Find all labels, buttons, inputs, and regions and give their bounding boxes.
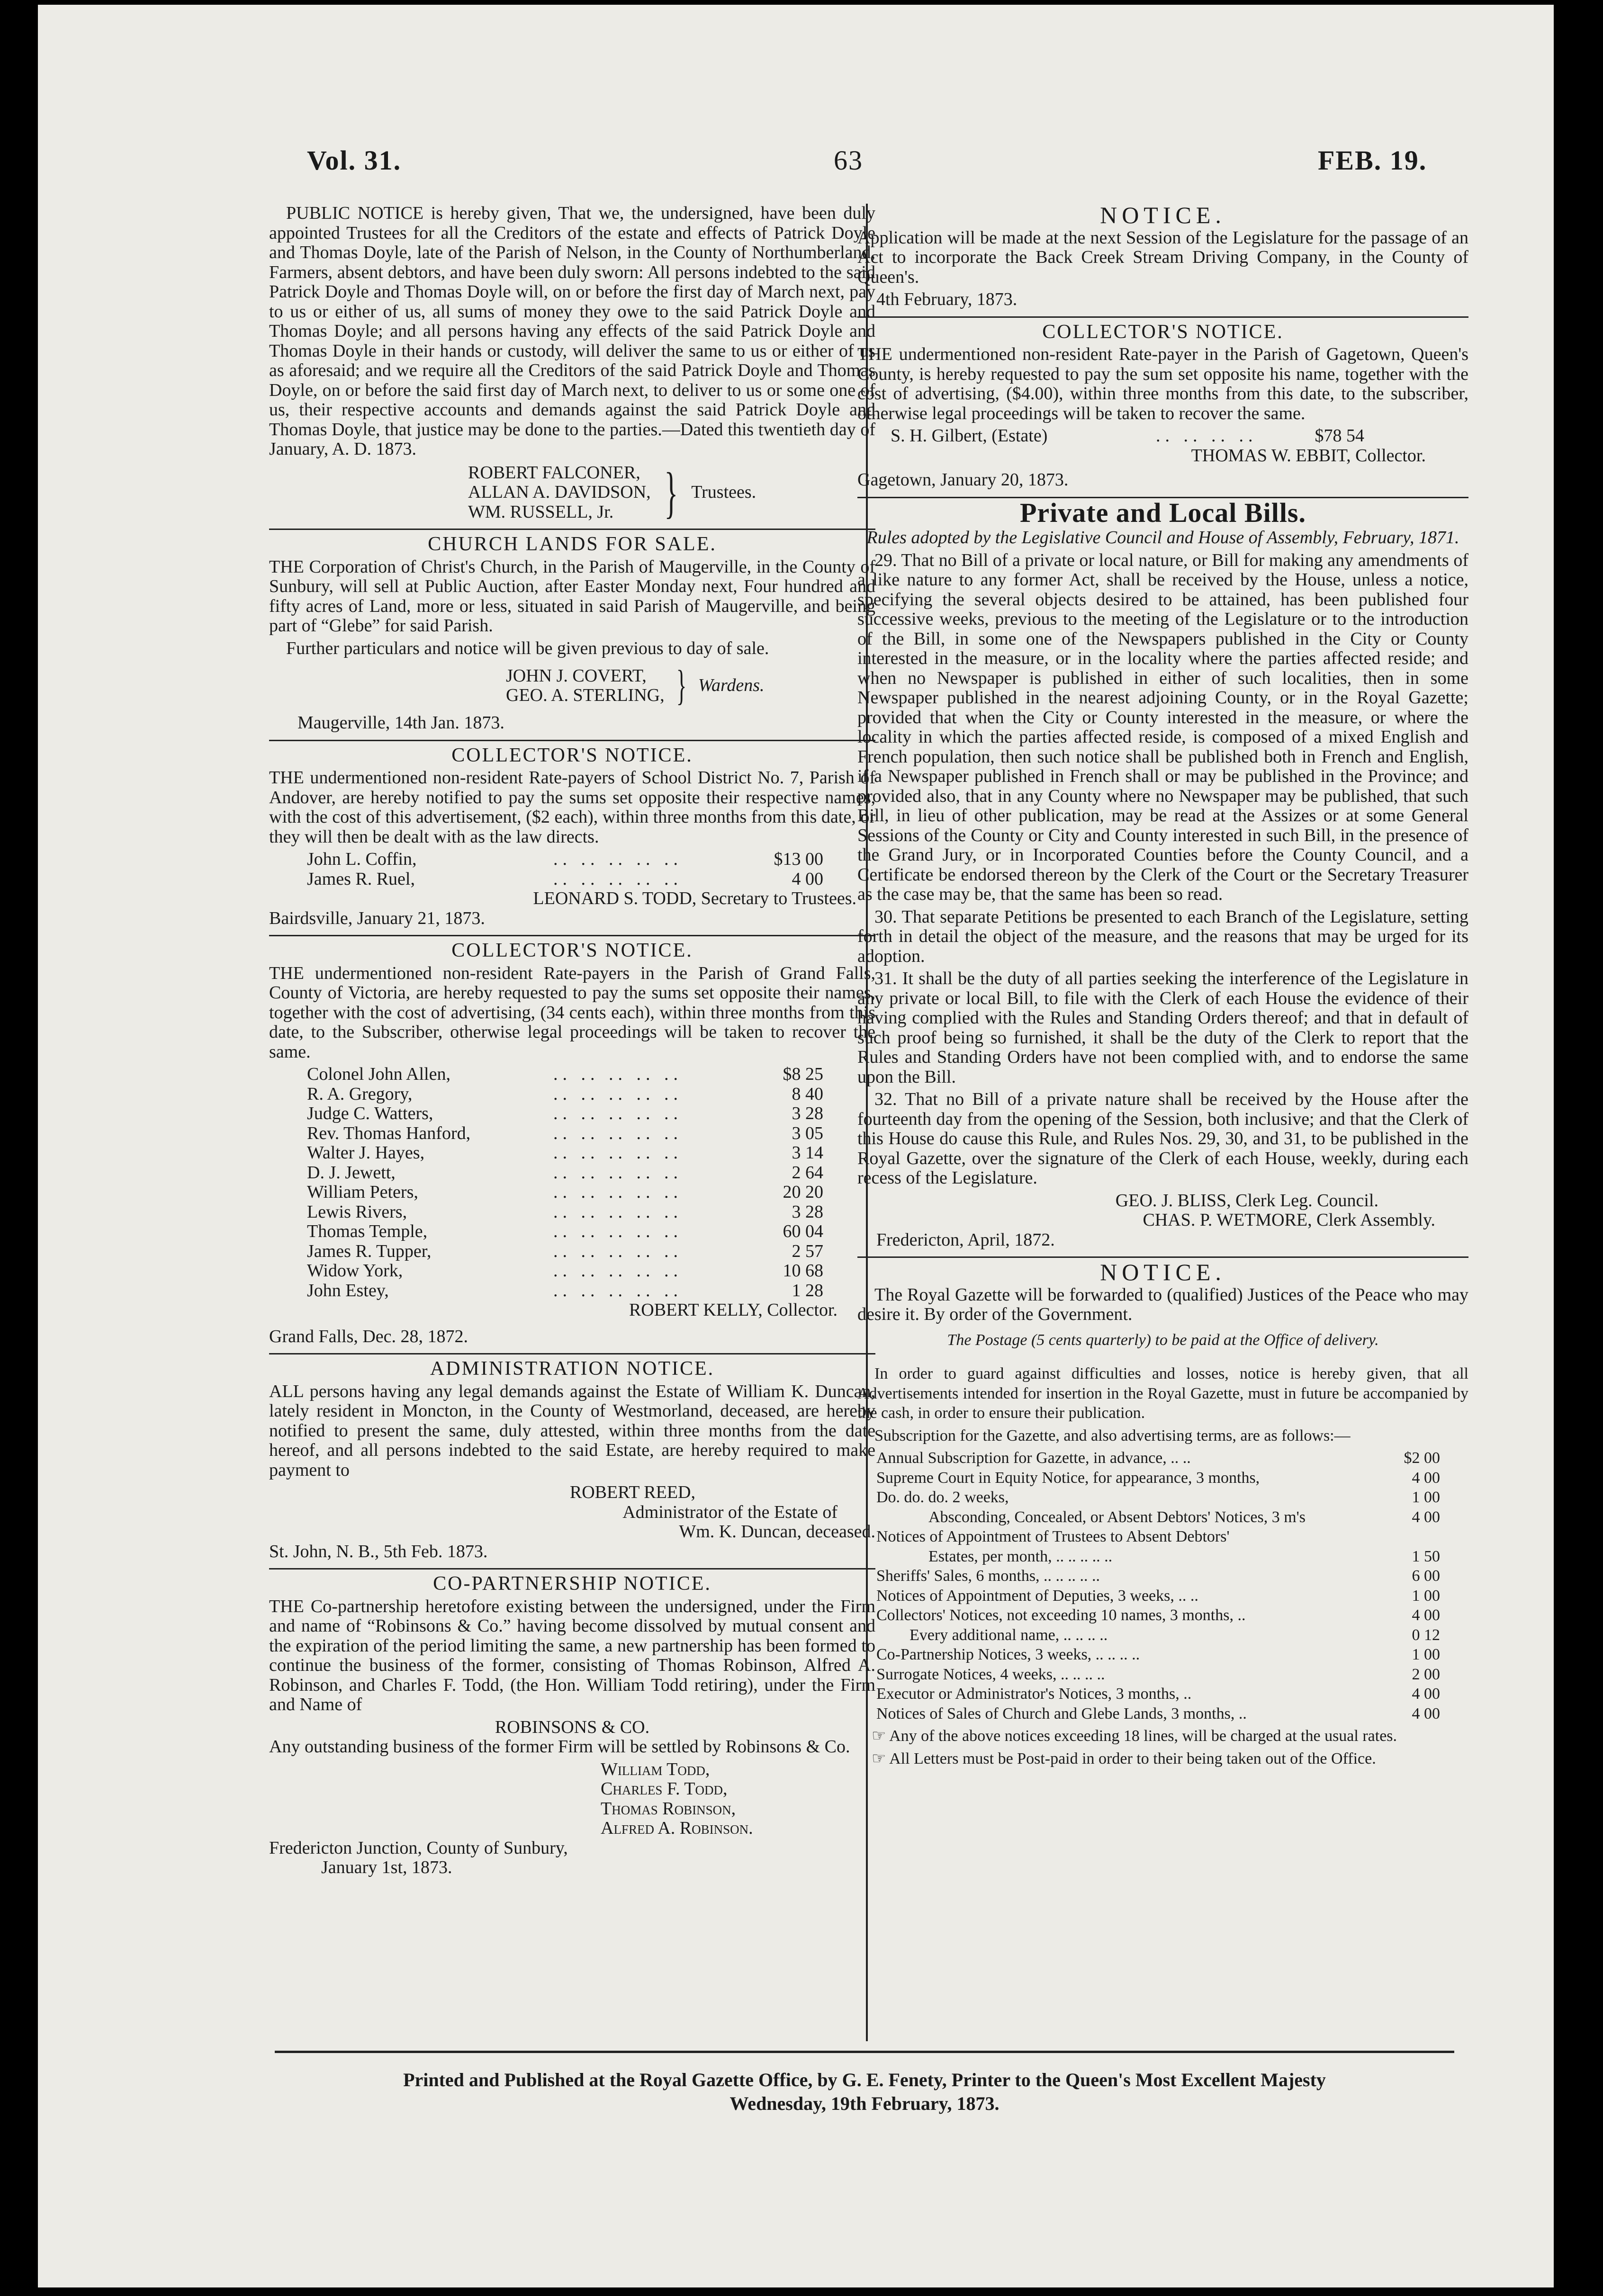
leader-dots: .. .. .. .. .. xyxy=(553,849,683,869)
gazette-notice xyxy=(857,1259,1468,1768)
ratepayer-amount: 60 04 xyxy=(783,1221,823,1241)
leader-dots: .. .. .. .. .. xyxy=(553,1280,683,1300)
ratepayer-name: Walter J. Hayes, xyxy=(307,1143,425,1163)
leader-dots: .. .. .. .. .. xyxy=(553,1084,683,1104)
ratepayer-name: Judge C. Watters, xyxy=(307,1103,433,1123)
fee-item: Surrogate Notices, 4 weeks, .. .. .. .. xyxy=(876,1665,1105,1683)
ratepayer-row xyxy=(269,1124,875,1144)
notice-signature: ROBERT KELLY, Collector. xyxy=(629,1300,838,1320)
rule-32: 32. That no Bill of a private nature shall be received by the House after the fourteenth day from the opening of the Session, both inclusive; and that the Clerk of this House do cause this Rule, and Rules Nos. 29, 30, and 31, to be published in the Royal Gazette, over the signature of the Clerk of each House, weekly, during each recess of the Legislature. xyxy=(857,1089,1468,1188)
notice-text: THE undermentioned non-resident Rate-payer in the Parish of Gagetown, Queen's County, is hereby requested to pay the sum set opposite his name, together with the cost of advertising, ($4.00), within three months from this date, to the subscriber, otherwise legal proceedings will be taken to recover the same. xyxy=(857,344,1468,423)
fee-item: Executor or Administrator's Notices, 3 months, .. xyxy=(876,1685,1192,1703)
section-title: Private and Local Bills. xyxy=(1020,497,1306,528)
ratepayer-amount: 3 05 xyxy=(792,1123,823,1143)
leader-dots: .. .. .. .. .. xyxy=(553,1202,683,1222)
administrator-name: ROBERT REED, xyxy=(569,1482,695,1502)
fee-amount: 1 50 xyxy=(1412,1547,1440,1565)
signatory: Thomas Robinson, xyxy=(601,1798,736,1819)
ratepayer-name: Lewis Rivers, xyxy=(307,1202,407,1222)
postage-note xyxy=(857,1749,1468,1769)
fee-amount: 2 00 xyxy=(1412,1665,1440,1683)
leader-dots: .. .. .. .. .. xyxy=(553,1162,683,1183)
notice-text: In order to guard against difficulties and losses, notice is hereby given, that all Advertisements intended for insertion in the Royal Gazette, must in future be accompanied by the cash, in order to ensure their publication. xyxy=(857,1365,1468,1422)
fee-item: Do. do. do. 2 weeks, xyxy=(876,1489,1009,1506)
leader-dots: .. .. .. .. .. xyxy=(553,1123,683,1143)
section-rule xyxy=(269,1353,875,1354)
fee-amount: $2 00 xyxy=(1404,1449,1440,1467)
fee-row xyxy=(857,1645,1468,1665)
notice-date: 4th February, 1873. xyxy=(876,289,1018,309)
fee-amount: 4 00 xyxy=(1412,1469,1440,1487)
fee-amount: 1 00 xyxy=(1412,1587,1440,1605)
fee-table xyxy=(857,1448,1468,1723)
fee-amount xyxy=(1374,1527,1468,1547)
fee-row xyxy=(857,1448,1468,1468)
ratepayer-row xyxy=(269,1104,875,1124)
signatory-role: Trustees. xyxy=(691,482,756,502)
notice-title: COLLECTOR'S NOTICE. xyxy=(451,744,693,766)
fee-amount: 4 00 xyxy=(1412,1606,1440,1624)
ratepayer-row xyxy=(269,1065,875,1085)
ratepayer-amount: $8 25 xyxy=(783,1064,823,1084)
fee-amount: 4 00 xyxy=(1412,1508,1440,1526)
left-column xyxy=(269,204,875,1878)
ratepayer-amount: 4 00 xyxy=(792,869,823,889)
fee-item: Notices of Appointment of Deputies, 3 weeks, .. .. xyxy=(876,1587,1198,1605)
fee-item: Co-Partnership Notices, 3 weeks, .. .. .. .. xyxy=(876,1646,1140,1663)
pointing-hand-icon: ☞ xyxy=(872,1727,886,1745)
church-lands-notice xyxy=(269,535,875,733)
rule-31: 31. It shall be the duty of all parties seeking the interference of the Legislature in any private or local Bill, to file with the Clerk of each House the evidence of their having complied with the Rules and Standing Orders thereof; and that in default of such proof being so furnished, it shall be the duty of the Clerk to report that the Rules and Standing Orders have not been complied with, and to endorse the same upon the Bill. xyxy=(857,969,1468,1087)
ratepayer-name: Rev. Thomas Hanford, xyxy=(307,1123,471,1143)
notice-title: COLLECTOR'S NOTICE. xyxy=(1042,321,1284,343)
notice-place-date: St. John, N. B., 5th Feb. 1873. xyxy=(269,1541,488,1561)
section-rule xyxy=(269,529,875,530)
notice-place-date: Bairdsville, January 21, 1873. xyxy=(269,908,485,928)
ratepayer-row xyxy=(857,426,1468,446)
section-rule xyxy=(857,316,1468,318)
collector-notice-gagetown xyxy=(857,323,1468,490)
ratepayer-amount: 1 28 xyxy=(792,1280,823,1300)
ratepayer-amount: 20 20 xyxy=(783,1182,823,1202)
notice-title: COLLECTOR'S NOTICE. xyxy=(451,940,693,961)
leader-dots: .. .. .. .. .. xyxy=(553,1241,683,1261)
ratepayer-amount: 2 64 xyxy=(792,1162,823,1183)
ratepayer-amount: 3 28 xyxy=(792,1103,823,1123)
notice-text: THE Co-partnership heretofore existing between the undersigned, under the Firm and name of “Robinsons & Co.” having become dissolved by mutual consent and the expiration of the period limiting the same, a new partnership has been formed to continue the business of the former, consisting of Thomas Robinson, Alfred A. Robinson, and Charles F. Todd, (the Hon. William Todd retiring), under the Firm and Name of xyxy=(269,1596,875,1714)
ratepayer-name: James R. Ruel, xyxy=(307,869,415,889)
trustees-notice xyxy=(269,204,875,522)
leader-dots: .. .. .. .. .. xyxy=(553,1064,683,1084)
fee-amount: 0 12 xyxy=(1412,1626,1440,1644)
fee-amount: 1 00 xyxy=(1412,1489,1440,1506)
fee-note xyxy=(857,1726,1468,1746)
postage-note-text: All Letters must be Post-paid in order to their being taken out of the Office. xyxy=(889,1749,1376,1767)
publication-date: Wednesday, 19th February, 1873. xyxy=(729,2093,1000,2114)
ratepayer-name: William Peters, xyxy=(307,1182,418,1202)
notice-title: NOTICE. xyxy=(1100,202,1226,228)
fee-row xyxy=(857,1527,1468,1547)
fee-amount: 1 00 xyxy=(1412,1646,1440,1663)
ratepayer-row xyxy=(269,1222,875,1242)
fee-row xyxy=(857,1704,1468,1724)
fee-item: Collectors' Notices, not exceeding 10 names, 3 months, .. xyxy=(876,1606,1246,1624)
notice-date: January 1st, 1873. xyxy=(321,1857,452,1877)
signatory: Alfred A. Robinson. xyxy=(601,1818,753,1838)
fee-item: Notices of Sales of Church and Glebe Lands, 3 months, .. xyxy=(876,1704,1247,1722)
brace: } xyxy=(676,662,687,709)
notice-title: NOTICE. xyxy=(1100,1259,1226,1285)
ratepayer-row xyxy=(269,1163,875,1183)
notice-text: Subscription for the Gazette, and also advertising terms, are as follows:— xyxy=(874,1426,1351,1444)
notice-title: CHURCH LANDS FOR SALE. xyxy=(428,533,717,555)
copartnership-notice xyxy=(269,1574,875,1878)
notice-text: The Royal Gazette will be forwarded to (qualified) Justices of the Peace who may desire it. By order of the Government. xyxy=(857,1284,1468,1324)
fee-row xyxy=(857,1625,1468,1645)
ratepayer-name: Colonel John Allen, xyxy=(307,1064,450,1084)
clerk-assembly-signature: CHAS. P. WETMORE, Clerk Assembly. xyxy=(1143,1210,1435,1230)
ratepayer-row xyxy=(269,1202,875,1222)
ratepayer-row xyxy=(269,1242,875,1262)
ratepayer-row xyxy=(269,1261,875,1281)
fee-row xyxy=(857,1605,1468,1625)
notice-title: ADMINISTRATION NOTICE. xyxy=(430,1358,715,1380)
section-rule xyxy=(269,935,875,936)
leader-dots: .. .. .. .. .. xyxy=(553,869,683,889)
leader-dots: .. .. .. .. .. xyxy=(553,1182,683,1202)
notice-place-date: Grand Falls, Dec. 28, 1872. xyxy=(269,1326,468,1346)
ratepayer-name: John Estey, xyxy=(307,1280,389,1300)
notice-text: ALL persons having any legal demands against the Estate of William K. Duncan, lately resident in Moncton, in the County of Westmorland, deceased, are hereby notified to present the same, duly attested, within three months from the date hereof, and all persons indebted to the said Estate, are hereby required to make payment to xyxy=(269,1381,875,1480)
section-rule xyxy=(269,740,875,741)
trustees-notice-text: PUBLIC NOTICE is hereby given, That we, the undersigned, have been duly appointed Trustees for all the Creditors of the estate and effects of Patrick Doyle and Thomas Doyle, late of the Parish of Nelson, in the County of Northumberland, Farmers, absent debtors, and have been duly sworn: All persons indebted to the said Patrick Doyle and Thomas Doyle will, on or before the first day of March next, pay to us or either of us, all sums of money they owe to the said Patrick Doyle and Thomas Doyle; and all persons having any effects of the said Patrick Doyle and Thomas Doyle in their hands or custody, will deliver the same to us or either of us as aforesaid; and we require all the Creditors of the said Patrick Doyle and Thomas Doyle, on or before the said first day of March next, to deliver to us or some one of us, their respective accounts and demands against the said Patrick Doyle and Thomas Doyle, that justice may be done to the parties.—Dated this twentieth day of January, A. D. 1873. xyxy=(269,203,875,459)
signatory: Charles F. Todd, xyxy=(601,1779,728,1799)
fee-amount: 4 00 xyxy=(1412,1685,1440,1703)
volume-number: Vol. 31. xyxy=(307,145,402,176)
clerk-council-signature: GEO. J. BLISS, Clerk Leg. Council. xyxy=(1115,1190,1378,1211)
leader-dots: .. .. .. .. .. xyxy=(553,1261,683,1281)
section-subtitle: Rules adopted by the Legislative Council and House of Assembly, February, 1871. xyxy=(866,528,1459,547)
leader-dots: .. .. .. .. xyxy=(1156,426,1258,446)
fee-note-text: Any of the above notices exceeding 18 lines, will be charged at the usual rates. xyxy=(889,1727,1397,1745)
fee-amount: 4 00 xyxy=(1412,1704,1440,1722)
collector-notice-andover xyxy=(269,746,875,929)
ratepayer-table xyxy=(269,1065,875,1300)
signatory: WM. RUSSELL, Jr. xyxy=(468,502,614,522)
fee-item: Estates, per month, .. .. .. .. .. xyxy=(928,1547,1113,1565)
notice-place-date: Fredericton, April, 1872. xyxy=(876,1229,1055,1250)
ratepayer-name: Widow York, xyxy=(307,1261,403,1281)
notice-place-date: Gagetown, January 20, 1873. xyxy=(857,470,1069,490)
section-rule xyxy=(857,1256,1468,1258)
right-column xyxy=(857,204,1468,1771)
fee-row xyxy=(857,1468,1468,1488)
fee-row xyxy=(857,1586,1468,1606)
section-rule xyxy=(269,1568,875,1570)
notice-text: THE undermentioned non-resident Rate-payers in the Parish of Grand Falls, County of Victoria, are hereby requested to pay the sums set opposite their names, together with the cost of advertising, (34 cents each), within three months from this date, to the Subscriber, otherwise legal proceedings will be taken to recover the same. xyxy=(269,963,875,1062)
ratepayer-amount: 2 57 xyxy=(792,1241,823,1261)
signatory: GEO. A. STERLING, xyxy=(506,685,665,705)
rule-29: 29. That no Bill of a private or local nature, or Bill for making any amendments of a like nature to any former Act, shall be received by the House, unless a notice, specifying the several objects desired to be attained, has been published four successive weeks, previous to the meeting of the Legislature or to the introduction of the Bill, in some one of the Newspapers published in the City or County interested in the measure, or in the locality where the parties affected reside; and when no Newspaper is published in either of such localities, then in some Newspaper published in the nearest adjoining County, or in the Royal Gazette; provided that when the City or County interested in the measure, or where the locality in which the parties affected reside, is composed of a mixed English and French population, then such notice shall be published both in French and English, if a Newspaper published in French shall or may be published in the Province; and provided also, that in any County where no Newspaper may be published, that such Bill, in lieu of other publication, may be read at the Assizes or at some General Sessions of the County or City and County interested in such Bill, in the presence of the Grand Jury, or in Incorporated Counties before the County Council, and a Certificate be endorsed thereon by the Clerk of the Court or the Secretary Treasurer as the case may be, that the same has been so read. xyxy=(857,550,1468,904)
notice-signature: THOMAS W. EBBIT, Collector. xyxy=(1191,445,1426,466)
fee-item: Absconding, Concealed, or Absent Debtors' Notices, 3 m's xyxy=(928,1508,1306,1526)
ratepayer-amount: 3 28 xyxy=(792,1202,823,1222)
notice-title: CO-PARTNERSHIP NOTICE. xyxy=(433,1573,711,1595)
firm-name: ROBINSONS & CO. xyxy=(495,1717,650,1737)
signatory: William Todd, xyxy=(601,1759,710,1779)
ratepayer-row xyxy=(269,870,875,889)
leader-dots: .. .. .. .. .. xyxy=(553,1143,683,1163)
administrator-title: Administrator of the Estate of xyxy=(622,1502,838,1522)
ratepayer-name: D. J. Jewett, xyxy=(307,1162,396,1183)
fee-row xyxy=(857,1488,1468,1507)
fee-row xyxy=(857,1547,1468,1567)
ratepayer-name: John L. Coffin, xyxy=(307,849,417,869)
ratepayer-name: James R. Tupper, xyxy=(307,1241,432,1261)
postage-note: The Postage (5 cents quarterly) to be paid at the Office of delivery. xyxy=(947,1331,1379,1349)
signatory-role: Wardens. xyxy=(698,675,765,696)
fee-item: Notices of Appointment of Trustees to Absent Debtors' xyxy=(876,1528,1230,1545)
notice-place-date: Maugerville, 14th Jan. 1873. xyxy=(297,713,504,733)
ratepayer-amount: 3 14 xyxy=(792,1143,823,1163)
ratepayer-row xyxy=(269,1281,875,1301)
ratepayer-name: R. A. Gregory, xyxy=(307,1084,413,1104)
leader-dots: .. .. .. .. .. xyxy=(553,1103,683,1123)
signatory: JOHN J. COVERT, xyxy=(506,665,647,686)
signatory: ALLAN A. DAVIDSON, xyxy=(468,482,651,502)
leader-dots: .. .. .. .. .. xyxy=(553,1221,683,1241)
notice-place: Fredericton Junction, County of Sunbury, xyxy=(269,1838,568,1858)
trustees-signature xyxy=(269,460,875,524)
ratepayer-name: S. H. Gilbert, (Estate) xyxy=(891,426,1048,446)
fee-amount: 6 00 xyxy=(1412,1567,1440,1585)
creek-company-notice xyxy=(857,202,1468,310)
ratepayer-amount: 8 40 xyxy=(792,1084,823,1104)
notice-text: Further particulars and notice will be given previous to day of sale. xyxy=(286,638,769,658)
fee-item: Every additional name, .. .. .. .. xyxy=(910,1626,1108,1644)
fee-item: Sheriffs' Sales, 6 months, .. .. .. .. .. xyxy=(876,1567,1100,1585)
administrator-estate: Wm. K. Duncan, deceased. xyxy=(679,1522,875,1542)
fee-item: Annual Subscription for Gazette, in advance, .. .. xyxy=(876,1449,1191,1467)
pointing-hand-icon: ☞ xyxy=(872,1749,886,1767)
wardens-signature xyxy=(269,662,875,709)
ratepayer-row xyxy=(269,1085,875,1104)
ratepayer-amount: $78 54 xyxy=(1315,426,1364,446)
rule-30: 30. That separate Petitions be presented to each Branch of the Legislature, setting forth in detail the object of the measure, and the reasons that may be urged for its adoption. xyxy=(857,906,1468,966)
collector-notice-grand-falls xyxy=(269,941,875,1346)
ratepayer-row xyxy=(269,1143,875,1163)
ratepayer-name: Thomas Temple, xyxy=(307,1221,428,1241)
page-number: 63 xyxy=(834,145,863,176)
fee-row xyxy=(857,1684,1468,1704)
notice-signature: LEONARD S. TODD, Secretary to Trustees. xyxy=(533,888,856,908)
private-local-bills xyxy=(857,497,1468,1250)
notice-text: Application will be made at the next Session of the Legislature for the passage of an Act to incorporate the Back Creek Stream Driving Company, in the County of Queen's. xyxy=(857,227,1468,287)
notice-text: THE Corporation of Christ's Church, in the Parish of Maugerville, in the County of Sunbury, will sell at Public Auction, after Easter Monday next, Four hundred and fifty acres of Land, more or less, situated in said Parish of Maugerville, and being part of “Glebe” for said Parish. xyxy=(269,556,875,636)
notice-text: Any outstanding business of the former Firm will be settled by Robinsons & Co. xyxy=(269,1737,850,1757)
fee-row xyxy=(857,1507,1468,1527)
printer-imprint: Printed and Published at the Royal Gazette Office, by G. E. Fenety, Printer to the Queen's Most Excellent Majesty xyxy=(403,2069,1326,2090)
ratepayer-amount: $13 00 xyxy=(774,849,823,869)
administration-notice xyxy=(269,1359,875,1561)
fee-item: Supreme Court in Equity Notice, for appearance, 3 months, xyxy=(876,1469,1260,1487)
fee-row xyxy=(857,1566,1468,1586)
notice-text: THE undermentioned non-resident Rate-payers of School District No. 7, Parish of Andover, are hereby notified to pay the sums set opposite their respective names, with the cost of this advertisement, ($2 each), within three months from this date, or they will then be dealt with as the law directs. xyxy=(269,768,875,847)
partner-names xyxy=(269,1760,875,1839)
brace: } xyxy=(664,460,678,524)
ratepayer-row xyxy=(269,850,875,870)
footer-rule xyxy=(275,2051,1454,2053)
signatory: ROBERT FALCONER, xyxy=(468,462,640,483)
ratepayer-amount: 10 68 xyxy=(783,1261,823,1281)
issue-date: FEB. 19. xyxy=(1318,145,1427,176)
fee-row xyxy=(857,1665,1468,1685)
ratepayer-row xyxy=(269,1183,875,1202)
